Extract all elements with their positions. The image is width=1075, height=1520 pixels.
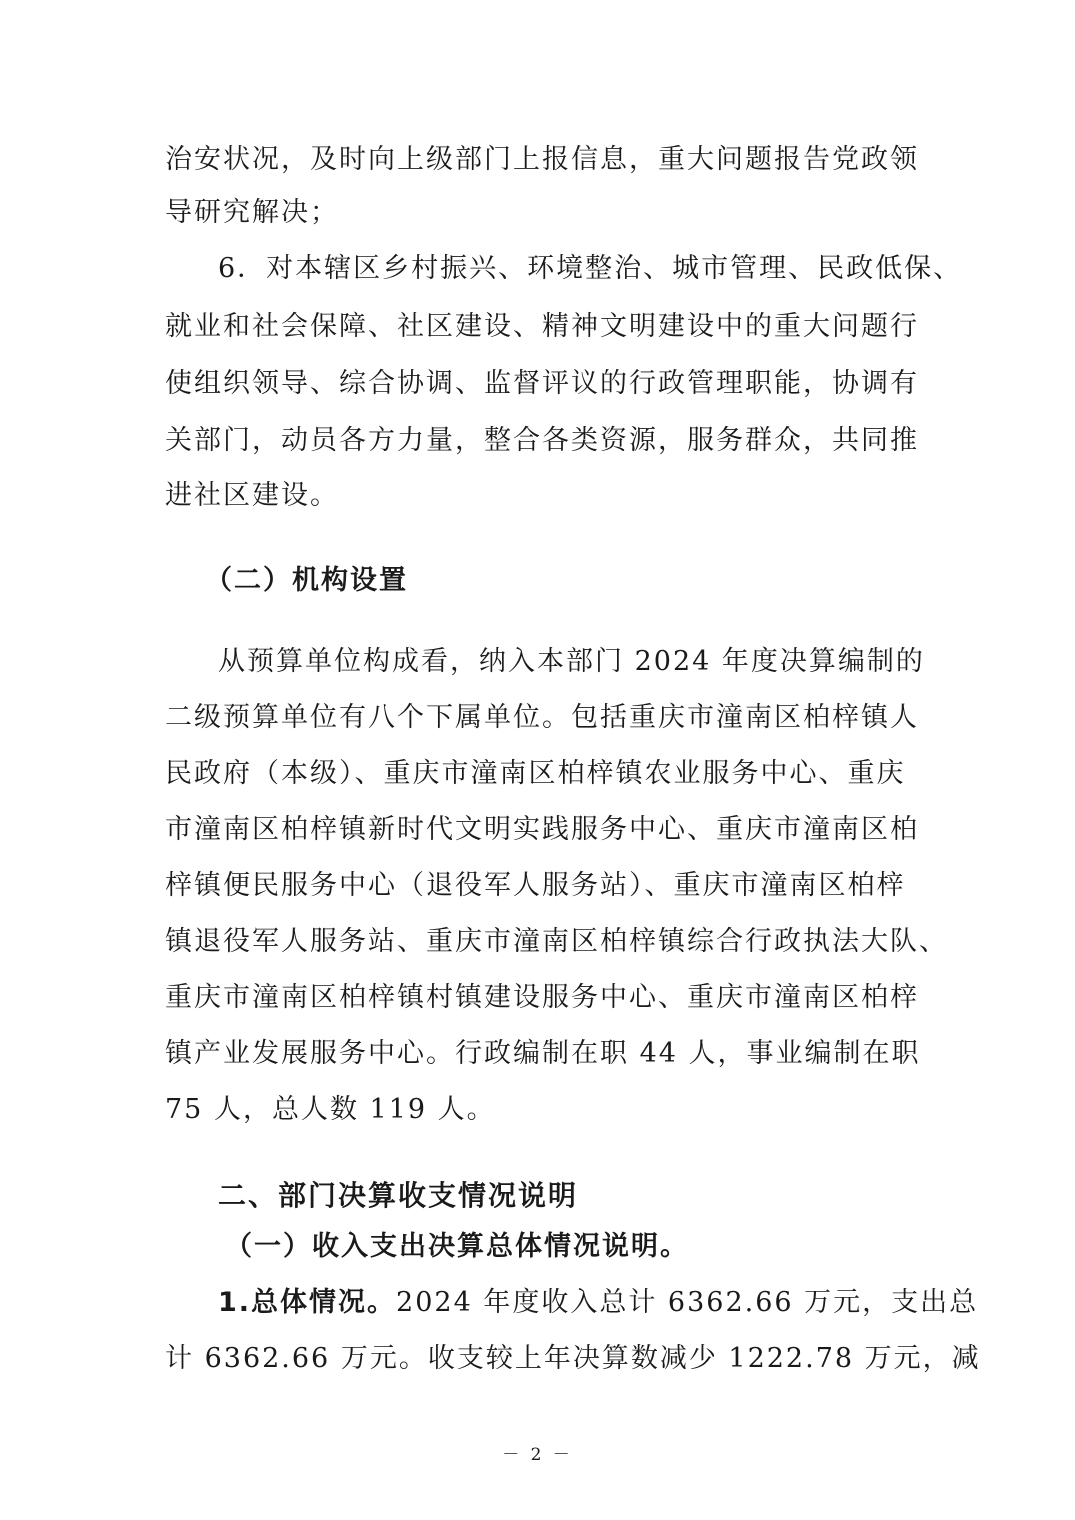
page-number: － 2 － <box>502 1445 573 1465</box>
text-line: 计 6362.66 万元。收支较上年决算数减少 1222.78 万元，减 <box>165 1343 981 1374</box>
text-line: 二级预算单位有八个下属单位。包括重庆市潼南区柏梓镇人 <box>165 702 919 733</box>
text-line: 75 人，总人数 119 人。 <box>165 1094 496 1125</box>
text-line: 从预算单位构成看，纳入本部门 2024 年度决算编制的 <box>218 646 925 677</box>
text-line: 治安状况，及时向上级部门上报信息，重大问题报告党政领 <box>165 144 919 175</box>
text-line <box>218 1285 978 1321</box>
heading-section-2: 二、部门决算收支情况说明 <box>218 1179 579 1212</box>
heading-org-setup: （二）机构设置 <box>205 565 408 596</box>
text-line: 民政府（本级）、重庆市潼南区柏梓镇农业服务中心、重庆 <box>165 758 906 789</box>
text-line: 梓镇便民服务中心（退役军人服务站）、重庆市潼南区柏梓 <box>165 870 906 901</box>
text-line: 导研究解决； <box>165 197 339 228</box>
text-line: 使组织领导、综合协调、监督评议的行政管理职能，协调有 <box>165 368 919 399</box>
text-line: 镇产业发展服务中心。行政编制在职 44 人，事业编制在职 <box>165 1038 921 1069</box>
text-line: 就业和社会保障、社区建设、精神文明建设中的重大问题行 <box>165 311 919 342</box>
text-line: 市潼南区柏梓镇新时代文明实践服务中心、重庆市潼南区柏 <box>165 814 919 845</box>
overview-lead: 1.总体情况。 <box>218 1287 397 1318</box>
text-line: 镇退役军人服务站、重庆市潼南区柏梓镇综合行政执法大队、 <box>165 926 948 957</box>
text-line: 重庆市潼南区柏梓镇村镇建设服务中心、重庆市潼南区柏梓 <box>165 982 919 1013</box>
overview-text: 2024 年度收入总计 6362.66 万元，支出总 <box>396 1287 979 1318</box>
text-line: 6．对本辖区乡村振兴、环境整治、城市管理、民政低保、 <box>218 253 963 284</box>
heading-overview: （一）收入支出决算总体情况说明。 <box>225 1231 689 1262</box>
text-line: 关部门，动员各方力量，整合各类资源，服务群众，共同推 <box>165 425 919 456</box>
text-line: 进社区建设。 <box>165 480 339 511</box>
